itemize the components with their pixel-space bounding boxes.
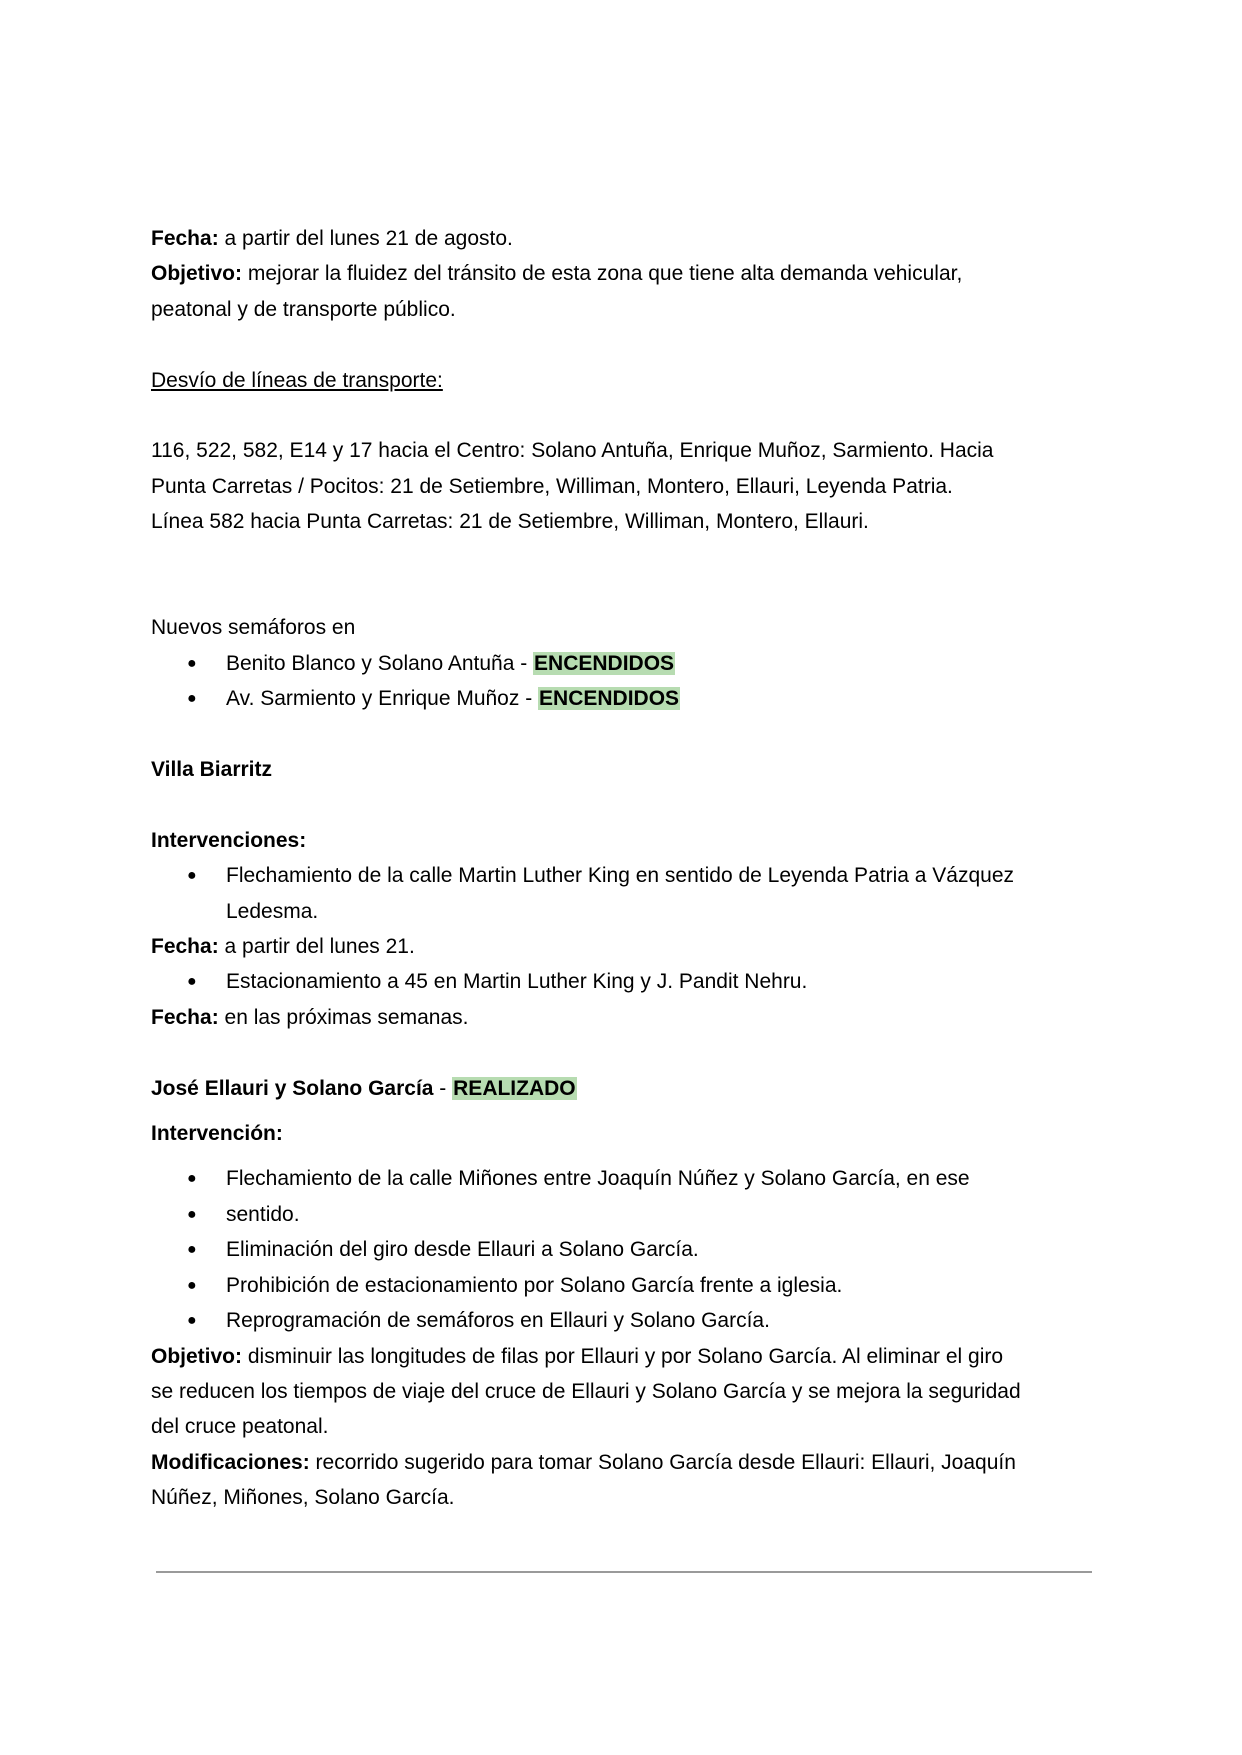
list-item	[151, 646, 1091, 681]
villa-list-2	[151, 964, 1091, 999]
list-item: ● sentido.	[151, 1197, 1091, 1232]
semaforos-intro: Nuevos semáforos en	[151, 616, 356, 640]
desvio-line-1: 116, 522, 582, E14 y 17 hacia el Centro: Solano Antuña, Enrique Muñoz, Sarmiento. Hacia	[151, 439, 994, 463]
villa-fecha-2	[151, 1000, 1091, 1035]
ellauri-modificaciones-2: Núñez, Miñones, Solano García.	[151, 1486, 455, 1510]
ellauri-list	[151, 1161, 1091, 1338]
modificaciones-text: recorrido sugerido para tomar Solano García desde Ellauri: Ellauri, Joaquín	[309, 1450, 1016, 1474]
ellauri-objetivo-1	[151, 1339, 1091, 1374]
footer-divider	[156, 1571, 1092, 1573]
ellauri-objetivo-3: del cruce peatonal.	[151, 1415, 329, 1439]
ellauri-objetivo-2: se reducen los tiempos de viaje del cruce de Ellauri y Solano García y se mejora la seguridad	[151, 1379, 1021, 1403]
semaforo-text: Av. Sarmiento y Enrique Muñoz -	[226, 687, 539, 711]
villa-title: Villa Biarritz	[151, 758, 272, 782]
status-badge: ENCENDIDOS	[539, 687, 680, 711]
list-item	[151, 681, 1091, 716]
villa-item-1-line-1: ● Flechamiento de la calle Martin Luther King en sentido de Leyenda Patria a Vázquez	[226, 864, 1014, 888]
objetivo-text-2: peatonal y de transporte público.	[151, 297, 456, 321]
list-item: ● Reprogramación de semáforos en Ellauri y Solano García.	[151, 1303, 1091, 1338]
semaforos-list	[151, 646, 1091, 717]
semaforo-text: Benito Blanco y Solano Antuña -	[226, 651, 534, 675]
objetivo-label: Objetivo:	[151, 262, 243, 286]
fecha-label: Fecha:	[151, 1005, 219, 1029]
status-badge: ENCENDIDOS	[534, 651, 675, 675]
status-badge: REALIZADO	[453, 1076, 576, 1100]
document-body	[151, 221, 1091, 1516]
objetivo-text-1: mejorar la fluidez del tránsito de esta zona que tiene alta demanda vehicular,	[242, 262, 963, 286]
ellauri-modificaciones-1	[151, 1445, 1091, 1480]
list-item: ● Eliminación del giro desde Ellauri a Solano García.	[151, 1232, 1091, 1267]
fecha-value: en las próximas semanas.	[218, 1005, 469, 1029]
ellauri-title: José Ellauri y Solano García	[151, 1076, 434, 1100]
fecha-label: Fecha:	[151, 935, 219, 959]
intervenciones-label: Intervenciones:	[151, 828, 307, 852]
desvio-heading: Desvío de líneas de transporte:	[151, 368, 443, 392]
desvio-line-3: Línea 582 hacia Punta Carretas: 21 de Setiembre, Williman, Montero, Ellauri.	[151, 510, 869, 534]
objetivo-line	[151, 256, 1091, 291]
list-item: ● Estacionamiento a 45 en Martin Luther King y J. Pandit Nehru.	[151, 964, 1091, 999]
desvio-line-2: Punta Carretas / Pocitos: 21 de Setiembre, Williman, Montero, Ellauri, Leyenda Patria.	[151, 474, 953, 498]
villa-item-1-line-2: Ledesma.	[226, 899, 319, 923]
list-item: ● Prohibición de estacionamiento por Solano García frente a iglesia.	[151, 1268, 1091, 1303]
intervencion-label: Intervención:	[151, 1122, 283, 1146]
ellauri-heading	[151, 1071, 1091, 1106]
modificaciones-label: Modificaciones:	[151, 1450, 310, 1474]
fecha-line	[151, 221, 1091, 256]
villa-fecha-1	[151, 929, 1091, 964]
list-item	[151, 858, 1091, 929]
fecha-value: a partir del lunes 21 de agosto.	[218, 227, 513, 250]
list-item: ● Flechamiento de la calle Miñones entre Joaquín Núñez y Solano García, en ese	[151, 1161, 1091, 1196]
ellauri-separator: -	[433, 1076, 453, 1100]
objetivo-label: Objetivo:	[151, 1344, 243, 1368]
fecha-label: Fecha:	[151, 227, 219, 250]
villa-list-1	[151, 858, 1091, 929]
fecha-value: a partir del lunes 21.	[218, 935, 415, 959]
objetivo-text: disminuir las longitudes de filas por Ellauri y por Solano García. Al eliminar el giro	[242, 1344, 1004, 1368]
